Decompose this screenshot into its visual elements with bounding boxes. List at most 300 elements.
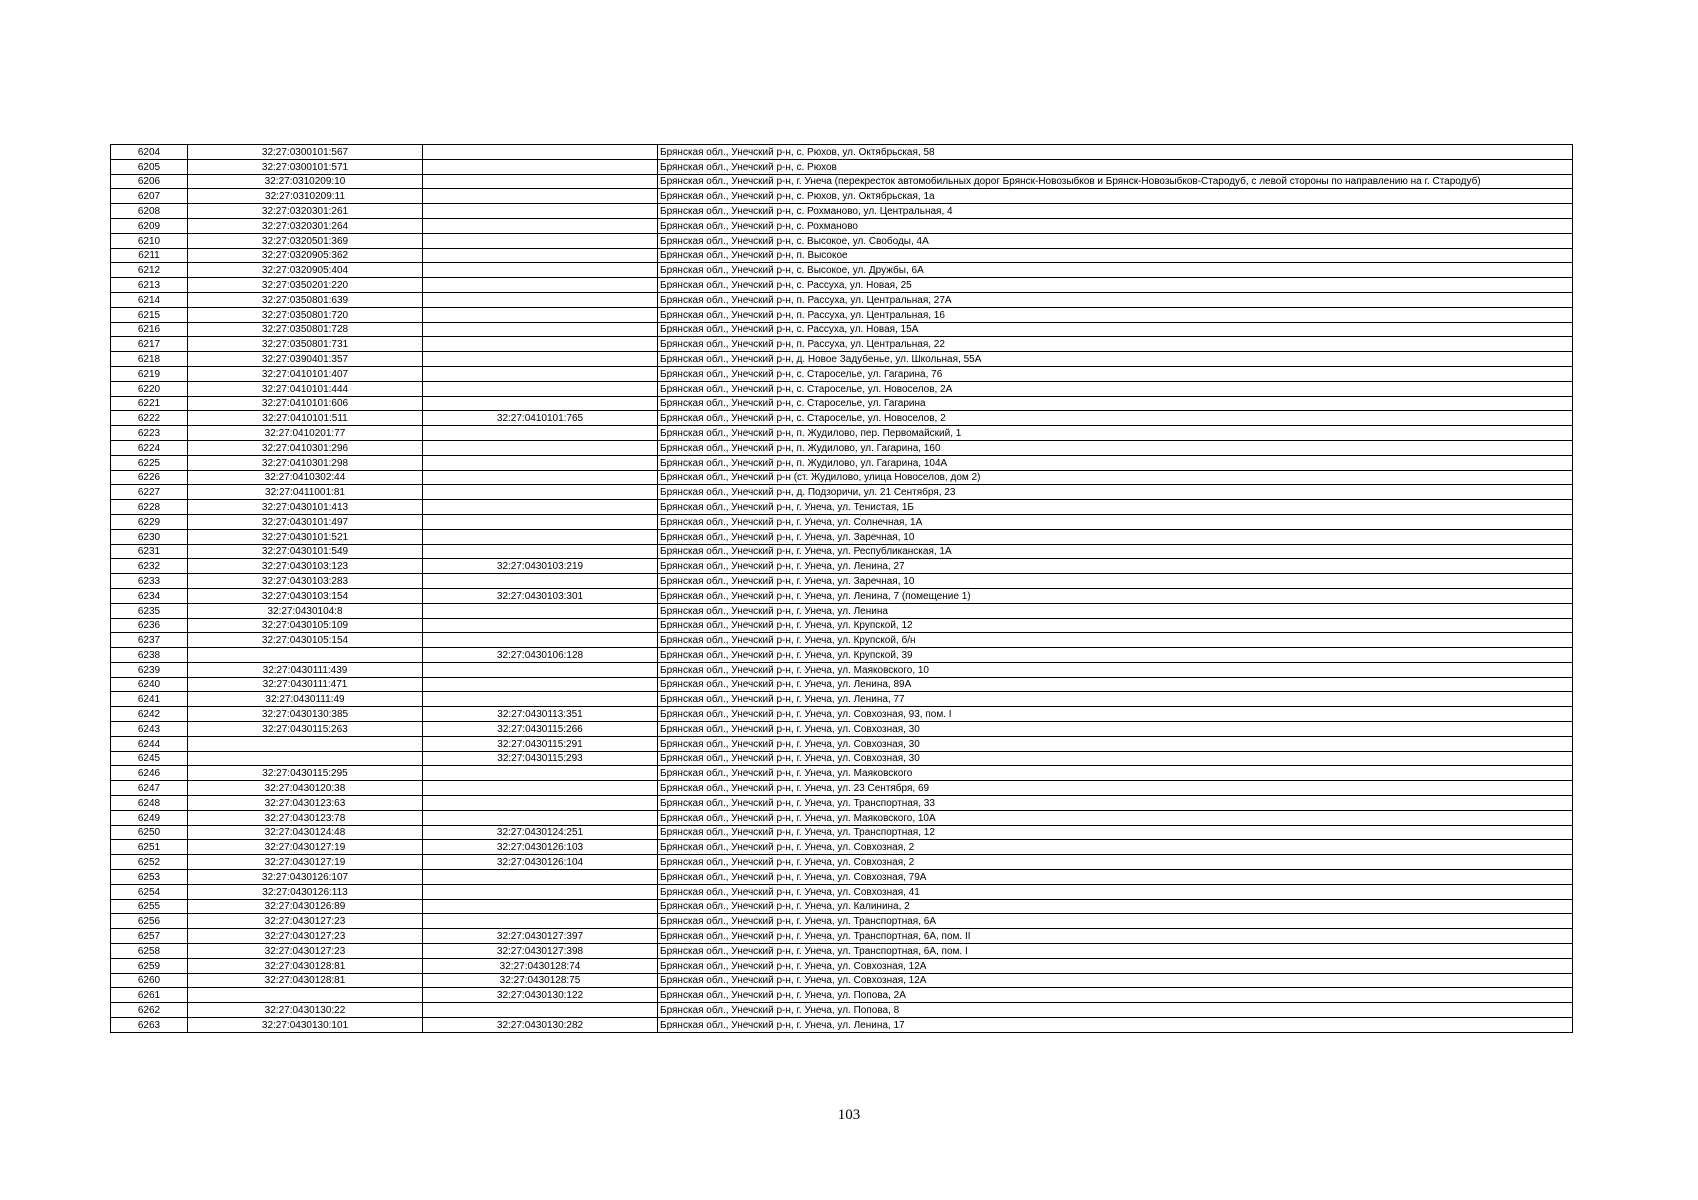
land-cadastral-number-cell — [188, 751, 423, 766]
row-number-cell: 6241 — [111, 692, 188, 707]
table-row — [111, 692, 1573, 707]
address-cell: Брянская обл., Унечский р-н, с. Староселье, ул. Гагарина — [658, 396, 1573, 411]
land-cadastral-number-cell: 32:27:0411001:81 — [188, 485, 423, 500]
object-cadastral-number-cell — [423, 677, 658, 692]
object-cadastral-number-cell — [423, 914, 658, 929]
table-row — [111, 396, 1573, 411]
land-cadastral-number-cell: 32:27:0300101:567 — [188, 145, 423, 160]
object-cadastral-number-cell: 32:27:0430106:128 — [423, 648, 658, 663]
object-cadastral-number-cell — [423, 781, 658, 796]
land-cadastral-number-cell: 32:27:0320501:369 — [188, 233, 423, 248]
object-cadastral-number-cell — [423, 174, 658, 189]
table-row — [111, 707, 1573, 722]
row-number-cell: 6255 — [111, 899, 188, 914]
table-row — [111, 574, 1573, 589]
object-cadastral-number-cell: 32:27:0410101:765 — [423, 411, 658, 426]
land-cadastral-number-cell: 32:27:0410101:407 — [188, 366, 423, 381]
address-cell: Брянская обл., Унечский р-н, г. Унеча, ул. Крупской, 39 — [658, 648, 1573, 663]
land-cadastral-number-cell: 32:27:0410301:298 — [188, 455, 423, 470]
row-number-cell: 6237 — [111, 633, 188, 648]
registry-table — [110, 144, 1573, 1033]
object-cadastral-number-cell — [423, 692, 658, 707]
row-number-cell: 6219 — [111, 366, 188, 381]
object-cadastral-number-cell: 32:27:0430115:266 — [423, 722, 658, 737]
table-row — [111, 648, 1573, 663]
address-cell: Брянская обл., Унечский р-н, г. Унеча, ул. Республиканская, 1А — [658, 544, 1573, 559]
object-cadastral-number-cell — [423, 278, 658, 293]
row-number-cell: 6229 — [111, 514, 188, 529]
row-number-cell: 6218 — [111, 352, 188, 367]
address-cell: Брянская обл., Унечский р-н, г. Унеча, ул. Совхозная, 12А — [658, 958, 1573, 973]
object-cadastral-number-cell: 32:27:0430115:291 — [423, 736, 658, 751]
row-number-cell: 6234 — [111, 588, 188, 603]
address-cell: Брянская обл., Унечский р-н, г. Унеча, ул. Маяковского, 10А — [658, 810, 1573, 825]
address-cell: Брянская обл., Унечский р-н, г. Унеча, ул. Крупской, б/н — [658, 633, 1573, 648]
address-cell: Брянская обл., Унечский р-н, г. Унеча, ул. Совхозная, 41 — [658, 884, 1573, 899]
address-cell: Брянская обл., Унечский р-н, г. Унеча, ул. Заречная, 10 — [658, 574, 1573, 589]
table-row — [111, 988, 1573, 1003]
table-row — [111, 840, 1573, 855]
address-cell: Брянская обл., Унечский р-н, д. Подзоричи, ул. 21 Сентября, 23 — [658, 485, 1573, 500]
object-cadastral-number-cell: 32:27:0430128:75 — [423, 973, 658, 988]
row-number-cell: 6235 — [111, 603, 188, 618]
table-row — [111, 366, 1573, 381]
row-number-cell: 6206 — [111, 174, 188, 189]
land-cadastral-number-cell: 32:27:0410101:511 — [188, 411, 423, 426]
address-cell: Брянская обл., Унечский р-н, г. Унеча, ул. Маяковского — [658, 766, 1573, 781]
row-number-cell: 6207 — [111, 189, 188, 204]
row-number-cell: 6258 — [111, 944, 188, 959]
table-row — [111, 1003, 1573, 1018]
address-cell: Брянская обл., Унечский р-н, г. Унеча, ул. Солнечная, 1А — [658, 514, 1573, 529]
land-cadastral-number-cell: 32:27:0410101:606 — [188, 396, 423, 411]
table-row — [111, 796, 1573, 811]
object-cadastral-number-cell — [423, 292, 658, 307]
row-number-cell: 6259 — [111, 958, 188, 973]
object-cadastral-number-cell — [423, 145, 658, 160]
land-cadastral-number-cell: 32:27:0430105:109 — [188, 618, 423, 633]
table-row — [111, 278, 1573, 293]
address-cell: Брянская обл., Унечский р-н, с. Высокое, ул. Свободы, 4А — [658, 233, 1573, 248]
address-cell: Брянская обл., Унечский р-н, г. Унеча, ул. Тенистая, 1Б — [658, 500, 1573, 515]
land-cadastral-number-cell: 32:27:0310209:11 — [188, 189, 423, 204]
row-number-cell: 6216 — [111, 322, 188, 337]
object-cadastral-number-cell: 32:27:0430124:251 — [423, 825, 658, 840]
land-cadastral-number-cell: 32:27:0320905:404 — [188, 263, 423, 278]
table-row — [111, 514, 1573, 529]
object-cadastral-number-cell — [423, 529, 658, 544]
address-cell: Брянская обл., Унечский р-н, с. Рассуха, ул. Новая, 25 — [658, 278, 1573, 293]
address-cell: Брянская обл., Унечский р-н, г. Унеча, ул. Попова, 2А — [658, 988, 1573, 1003]
table-row — [111, 307, 1573, 322]
land-cadastral-number-cell: 32:27:0430126:113 — [188, 884, 423, 899]
table-row — [111, 500, 1573, 515]
land-cadastral-number-cell: 32:27:0430127:19 — [188, 840, 423, 855]
land-cadastral-number-cell: 32:27:0350801:728 — [188, 322, 423, 337]
object-cadastral-number-cell — [423, 766, 658, 781]
object-cadastral-number-cell — [423, 218, 658, 233]
address-cell: Брянская обл., Унечский р-н, с. Рохманово — [658, 218, 1573, 233]
row-number-cell: 6260 — [111, 973, 188, 988]
land-cadastral-number-cell: 32:27:0350801:639 — [188, 292, 423, 307]
table-row — [111, 470, 1573, 485]
table-row — [111, 411, 1573, 426]
table-row — [111, 204, 1573, 219]
row-number-cell: 6253 — [111, 870, 188, 885]
land-cadastral-number-cell: 32:27:0430105:154 — [188, 633, 423, 648]
table-row — [111, 914, 1573, 929]
address-cell: Брянская обл., Унечский р-н, г. Унеча, ул. Совхозная, 2 — [658, 840, 1573, 855]
address-cell: Брянская обл., Унечский р-н, г. Унеча, ул. Транспортная, 6А, пом. I — [658, 944, 1573, 959]
row-number-cell: 6230 — [111, 529, 188, 544]
land-cadastral-number-cell: 32:27:0430127:23 — [188, 914, 423, 929]
row-number-cell: 6225 — [111, 455, 188, 470]
object-cadastral-number-cell: 32:27:0430103:219 — [423, 559, 658, 574]
land-cadastral-number-cell: 32:27:0430120:38 — [188, 781, 423, 796]
object-cadastral-number-cell — [423, 870, 658, 885]
address-cell: Брянская обл., Унечский р-н, г. Унеча, ул. Транспортная, 6А, пом. II — [658, 929, 1573, 944]
table-row — [111, 825, 1573, 840]
address-cell: Брянская обл., Унечский р-н, г. Унеча, ул. Совхозная, 12А — [658, 973, 1573, 988]
object-cadastral-number-cell: 32:27:0430127:398 — [423, 944, 658, 959]
address-cell: Брянская обл., Унечский р-н, с. Высокое, ул. Дружбы, 6А — [658, 263, 1573, 278]
land-cadastral-number-cell: 32:27:0410302:44 — [188, 470, 423, 485]
row-number-cell: 6217 — [111, 337, 188, 352]
land-cadastral-number-cell: 32:27:0410201:77 — [188, 426, 423, 441]
object-cadastral-number-cell — [423, 159, 658, 174]
land-cadastral-number-cell: 32:27:0320905:362 — [188, 248, 423, 263]
table-row — [111, 884, 1573, 899]
table-row — [111, 455, 1573, 470]
object-cadastral-number-cell — [423, 381, 658, 396]
object-cadastral-number-cell: 32:27:0430126:104 — [423, 855, 658, 870]
address-cell: Брянская обл., Унечский р-н, г. Унеча, ул. Ленина, 7 (помещение 1) — [658, 588, 1573, 603]
table-row — [111, 618, 1573, 633]
address-cell: Брянская обл., Унечский р-н, с. Рассуха, ул. Новая, 15А — [658, 322, 1573, 337]
land-cadastral-number-cell: 32:27:0430130:22 — [188, 1003, 423, 1018]
row-number-cell: 6256 — [111, 914, 188, 929]
table-row — [111, 855, 1573, 870]
row-number-cell: 6246 — [111, 766, 188, 781]
object-cadastral-number-cell: 32:27:0430127:397 — [423, 929, 658, 944]
address-cell: Брянская обл., Унечский р-н, с. Рюхов, ул. Октябрьская, 1а — [658, 189, 1573, 204]
land-cadastral-number-cell: 32:27:0430123:78 — [188, 810, 423, 825]
object-cadastral-number-cell — [423, 574, 658, 589]
land-cadastral-number-cell: 32:27:0430111:49 — [188, 692, 423, 707]
row-number-cell: 6251 — [111, 840, 188, 855]
land-cadastral-number-cell: 32:27:0430101:549 — [188, 544, 423, 559]
land-cadastral-number-cell: 32:27:0430103:123 — [188, 559, 423, 574]
land-cadastral-number-cell: 32:27:0410301:296 — [188, 440, 423, 455]
table-row — [111, 485, 1573, 500]
object-cadastral-number-cell — [423, 500, 658, 515]
object-cadastral-number-cell: 32:27:0430130:122 — [423, 988, 658, 1003]
address-cell: Брянская обл., Унечский р-н, с. Староселье, ул. Новоселов, 2 — [658, 411, 1573, 426]
table-row — [111, 292, 1573, 307]
object-cadastral-number-cell — [423, 899, 658, 914]
address-cell: Брянская обл., Унечский р-н, г. Унеча, ул. Совхозная, 30 — [658, 751, 1573, 766]
address-cell: Брянская обл., Унечский р-н, п. Рассуха, ул. Центральная, 27А — [658, 292, 1573, 307]
address-cell: Брянская обл., Унечский р-н, п. Рассуха, ул. Центральная, 16 — [658, 307, 1573, 322]
address-cell: Брянская обл., Унечский р-н, г. Унеча, ул. Совхозная, 30 — [658, 736, 1573, 751]
table-row — [111, 322, 1573, 337]
table-row — [111, 662, 1573, 677]
land-cadastral-number-cell: 32:27:0430103:154 — [188, 588, 423, 603]
table-row — [111, 233, 1573, 248]
row-number-cell: 6209 — [111, 218, 188, 233]
land-cadastral-number-cell: 32:27:0320301:264 — [188, 218, 423, 233]
table-row — [111, 603, 1573, 618]
object-cadastral-number-cell — [423, 455, 658, 470]
row-number-cell: 6252 — [111, 855, 188, 870]
table-row — [111, 352, 1573, 367]
object-cadastral-number-cell — [423, 633, 658, 648]
row-number-cell: 6262 — [111, 1003, 188, 1018]
address-cell: Брянская обл., Унечский р-н, г. Унеча, ул. Совхозная, 79А — [658, 870, 1573, 885]
table-row — [111, 174, 1573, 189]
land-cadastral-number-cell: 32:27:0430101:413 — [188, 500, 423, 515]
object-cadastral-number-cell — [423, 603, 658, 618]
address-cell: Брянская обл., Унечский р-н, с. Рохманово, ул. Центральная, 4 — [658, 204, 1573, 219]
row-number-cell: 6208 — [111, 204, 188, 219]
land-cadastral-number-cell: 32:27:0430103:283 — [188, 574, 423, 589]
row-number-cell: 6244 — [111, 736, 188, 751]
row-number-cell: 6204 — [111, 145, 188, 160]
land-cadastral-number-cell: 32:27:0430127:23 — [188, 929, 423, 944]
land-cadastral-number-cell: 32:27:0390401:357 — [188, 352, 423, 367]
row-number-cell: 6249 — [111, 810, 188, 825]
table-row — [111, 781, 1573, 796]
row-number-cell: 6263 — [111, 1018, 188, 1033]
object-cadastral-number-cell — [423, 352, 658, 367]
row-number-cell: 6239 — [111, 662, 188, 677]
land-cadastral-number-cell: 32:27:0430101:521 — [188, 529, 423, 544]
object-cadastral-number-cell: 32:27:0430115:293 — [423, 751, 658, 766]
row-number-cell: 6210 — [111, 233, 188, 248]
land-cadastral-number-cell: 32:27:0350801:731 — [188, 337, 423, 352]
table-row — [111, 929, 1573, 944]
object-cadastral-number-cell — [423, 204, 658, 219]
row-number-cell: 6220 — [111, 381, 188, 396]
object-cadastral-number-cell: 32:27:0430126:103 — [423, 840, 658, 855]
object-cadastral-number-cell — [423, 470, 658, 485]
address-cell: Брянская обл., Унечский р-н, г. Унеча, ул. Ленина, 17 — [658, 1018, 1573, 1033]
row-number-cell: 6213 — [111, 278, 188, 293]
address-cell: Брянская обл., Унечский р-н, г. Унеча, ул. Маяковского, 10 — [658, 662, 1573, 677]
address-cell: Брянская обл., Унечский р-н, г. Унеча, ул. Ленина — [658, 603, 1573, 618]
object-cadastral-number-cell — [423, 514, 658, 529]
object-cadastral-number-cell — [423, 263, 658, 278]
address-cell: Брянская обл., Унечский р-н, г. Унеча, ул. Ленина, 77 — [658, 692, 1573, 707]
table-row — [111, 736, 1573, 751]
address-cell: Брянская обл., Унечский р-н, г. Унеча, ул. Ленина, 27 — [658, 559, 1573, 574]
object-cadastral-number-cell: 32:27:0430128:74 — [423, 958, 658, 973]
object-cadastral-number-cell — [423, 396, 658, 411]
row-number-cell: 6221 — [111, 396, 188, 411]
address-cell: Брянская обл., Унечский р-н, г. Унеча, ул. Транспортная, 33 — [658, 796, 1573, 811]
row-number-cell: 6215 — [111, 307, 188, 322]
object-cadastral-number-cell — [423, 544, 658, 559]
table-row — [111, 1018, 1573, 1033]
address-cell: Брянская обл., Унечский р-н, г. Унеча, ул. Крупской, 12 — [658, 618, 1573, 633]
object-cadastral-number-cell — [423, 189, 658, 204]
table-row — [111, 677, 1573, 692]
row-number-cell: 6238 — [111, 648, 188, 663]
row-number-cell: 6226 — [111, 470, 188, 485]
object-cadastral-number-cell — [423, 426, 658, 441]
row-number-cell: 6212 — [111, 263, 188, 278]
table-row — [111, 633, 1573, 648]
row-number-cell: 6223 — [111, 426, 188, 441]
row-number-cell: 6222 — [111, 411, 188, 426]
row-number-cell: 6245 — [111, 751, 188, 766]
table-row — [111, 189, 1573, 204]
row-number-cell: 6232 — [111, 559, 188, 574]
page-number: 103 — [837, 1107, 861, 1123]
row-number-cell: 6247 — [111, 781, 188, 796]
row-number-cell: 6250 — [111, 825, 188, 840]
object-cadastral-number-cell — [423, 796, 658, 811]
table-row — [111, 440, 1573, 455]
address-cell: Брянская обл., Унечский р-н, г. Унеча, ул. Совхозная, 93, пом. I — [658, 707, 1573, 722]
land-cadastral-number-cell: 32:27:0430115:295 — [188, 766, 423, 781]
land-cadastral-number-cell: 32:27:0430111:471 — [188, 677, 423, 692]
land-cadastral-number-cell — [188, 988, 423, 1003]
land-cadastral-number-cell: 32:27:0350201:220 — [188, 278, 423, 293]
land-cadastral-number-cell: 32:27:0430127:19 — [188, 855, 423, 870]
table-row — [111, 248, 1573, 263]
table-row — [111, 751, 1573, 766]
table-row — [111, 559, 1573, 574]
address-cell: Брянская обл., Унечский р-н, г. Унеча, ул. 23 Сентября, 69 — [658, 781, 1573, 796]
table-row — [111, 159, 1573, 174]
row-number-cell: 6261 — [111, 988, 188, 1003]
address-cell: Брянская обл., Унечский р-н, с. Староселье, ул. Гагарина, 76 — [658, 366, 1573, 381]
object-cadastral-number-cell — [423, 810, 658, 825]
row-number-cell: 6233 — [111, 574, 188, 589]
object-cadastral-number-cell: 32:27:0430130:282 — [423, 1018, 658, 1033]
object-cadastral-number-cell — [423, 884, 658, 899]
address-cell: Брянская обл., Унечский р-н, д. Новое Задубенье, ул. Школьная, 55А — [658, 352, 1573, 367]
land-cadastral-number-cell: 32:27:0430124:48 — [188, 825, 423, 840]
land-cadastral-number-cell — [188, 648, 423, 663]
address-cell: Брянская обл., Унечский р-н, п. Жудилово, ул. Гагарина, 104А — [658, 455, 1573, 470]
table-row — [111, 870, 1573, 885]
land-cadastral-number-cell: 32:27:0430104:8 — [188, 603, 423, 618]
row-number-cell: 6242 — [111, 707, 188, 722]
address-cell: Брянская обл., Унечский р-н, с. Рюхов, ул. Октябрьская, 58 — [658, 145, 1573, 160]
table-row — [111, 766, 1573, 781]
object-cadastral-number-cell — [423, 322, 658, 337]
table-row — [111, 973, 1573, 988]
row-number-cell: 6240 — [111, 677, 188, 692]
address-cell: Брянская обл., Унечский р-н, с. Рюхов — [658, 159, 1573, 174]
row-number-cell: 6211 — [111, 248, 188, 263]
row-number-cell: 6231 — [111, 544, 188, 559]
table-row — [111, 722, 1573, 737]
row-number-cell: 6224 — [111, 440, 188, 455]
land-cadastral-number-cell: 32:27:0310209:10 — [188, 174, 423, 189]
object-cadastral-number-cell — [423, 233, 658, 248]
land-cadastral-number-cell: 32:27:0430130:101 — [188, 1018, 423, 1033]
table-row — [111, 337, 1573, 352]
address-cell: Брянская обл., Унечский р-н, п. Жудилово, ул. Гагарина, 160 — [658, 440, 1573, 455]
table-row — [111, 263, 1573, 278]
object-cadastral-number-cell — [423, 366, 658, 381]
object-cadastral-number-cell — [423, 662, 658, 677]
row-number-cell: 6254 — [111, 884, 188, 899]
table-row — [111, 544, 1573, 559]
table-row — [111, 899, 1573, 914]
land-cadastral-number-cell: 32:27:0430111:439 — [188, 662, 423, 677]
land-cadastral-number-cell: 32:27:0300101:571 — [188, 159, 423, 174]
table-row — [111, 810, 1573, 825]
address-cell: Брянская обл., Унечский р-н, г. Унеча, ул. Ленина, 89А — [658, 677, 1573, 692]
registry-table-body — [111, 145, 1573, 1033]
land-cadastral-number-cell: 32:27:0430128:81 — [188, 973, 423, 988]
land-cadastral-number-cell: 32:27:0430115:263 — [188, 722, 423, 737]
table-row — [111, 218, 1573, 233]
address-cell: Брянская обл., Унечский р-н, с. Староселье, ул. Новоселов, 2А — [658, 381, 1573, 396]
table-row — [111, 145, 1573, 160]
land-cadastral-number-cell: 32:27:0410101:444 — [188, 381, 423, 396]
address-cell: Брянская обл., Унечский р-н, г. Унеча, ул. Транспортная, 6А — [658, 914, 1573, 929]
land-cadastral-number-cell: 32:27:0320301:261 — [188, 204, 423, 219]
table-row — [111, 958, 1573, 973]
address-cell: Брянская обл., Унечский р-н, г. Унеча, ул. Совхозная, 30 — [658, 722, 1573, 737]
object-cadastral-number-cell — [423, 440, 658, 455]
address-cell: Брянская обл., Унечский р-н, п. Жудилово, пер. Первомайский, 1 — [658, 426, 1573, 441]
address-cell: Брянская обл., Унечский р-н (ст. Жудилово, улица Новоселов, дом 2) — [658, 470, 1573, 485]
address-cell: Брянская обл., Унечский р-н, г. Унеча, ул. Попова, 8 — [658, 1003, 1573, 1018]
row-number-cell: 6248 — [111, 796, 188, 811]
land-cadastral-number-cell — [188, 736, 423, 751]
land-cadastral-number-cell: 32:27:0430101:497 — [188, 514, 423, 529]
row-number-cell: 6227 — [111, 485, 188, 500]
row-number-cell: 6243 — [111, 722, 188, 737]
address-cell: Брянская обл., Унечский р-н, г. Унеча, ул. Транспортная, 12 — [658, 825, 1573, 840]
address-cell: Брянская обл., Унечский р-н, п. Рассуха, ул. Центральная, 22 — [658, 337, 1573, 352]
address-cell: Брянская обл., Унечский р-н, г. Унеча, ул. Заречная, 10 — [658, 529, 1573, 544]
table-row — [111, 529, 1573, 544]
land-cadastral-number-cell: 32:27:0430126:89 — [188, 899, 423, 914]
address-cell: Брянская обл., Унечский р-н, г. Унеча, ул. Совхозная, 2 — [658, 855, 1573, 870]
object-cadastral-number-cell — [423, 248, 658, 263]
table-row — [111, 944, 1573, 959]
address-cell: Брянская обл., Унечский р-н, г. Унеча (перекресток автомобильных дорог Брянск-Новозыбков и Брянск-Новозыбков-Стародуб, с левой стороны по направлению на г. Стародуб) — [658, 174, 1573, 189]
land-cadastral-number-cell: 32:27:0430126:107 — [188, 870, 423, 885]
table-row — [111, 426, 1573, 441]
table-row — [111, 588, 1573, 603]
land-cadastral-number-cell: 32:27:0430123:63 — [188, 796, 423, 811]
row-number-cell: 6214 — [111, 292, 188, 307]
land-cadastral-number-cell: 32:27:0430128:81 — [188, 958, 423, 973]
address-cell: Брянская обл., Унечский р-н, г. Унеча, ул. Калинина, 2 — [658, 899, 1573, 914]
row-number-cell: 6205 — [111, 159, 188, 174]
row-number-cell: 6228 — [111, 500, 188, 515]
row-number-cell: 6257 — [111, 929, 188, 944]
object-cadastral-number-cell — [423, 1003, 658, 1018]
address-cell: Брянская обл., Унечский р-н, п. Высокое — [658, 248, 1573, 263]
land-cadastral-number-cell: 32:27:0430127:23 — [188, 944, 423, 959]
row-number-cell: 6236 — [111, 618, 188, 633]
table-row — [111, 381, 1573, 396]
object-cadastral-number-cell: 32:27:0430113:351 — [423, 707, 658, 722]
object-cadastral-number-cell: 32:27:0430103:301 — [423, 588, 658, 603]
object-cadastral-number-cell — [423, 307, 658, 322]
object-cadastral-number-cell — [423, 337, 658, 352]
object-cadastral-number-cell — [423, 618, 658, 633]
